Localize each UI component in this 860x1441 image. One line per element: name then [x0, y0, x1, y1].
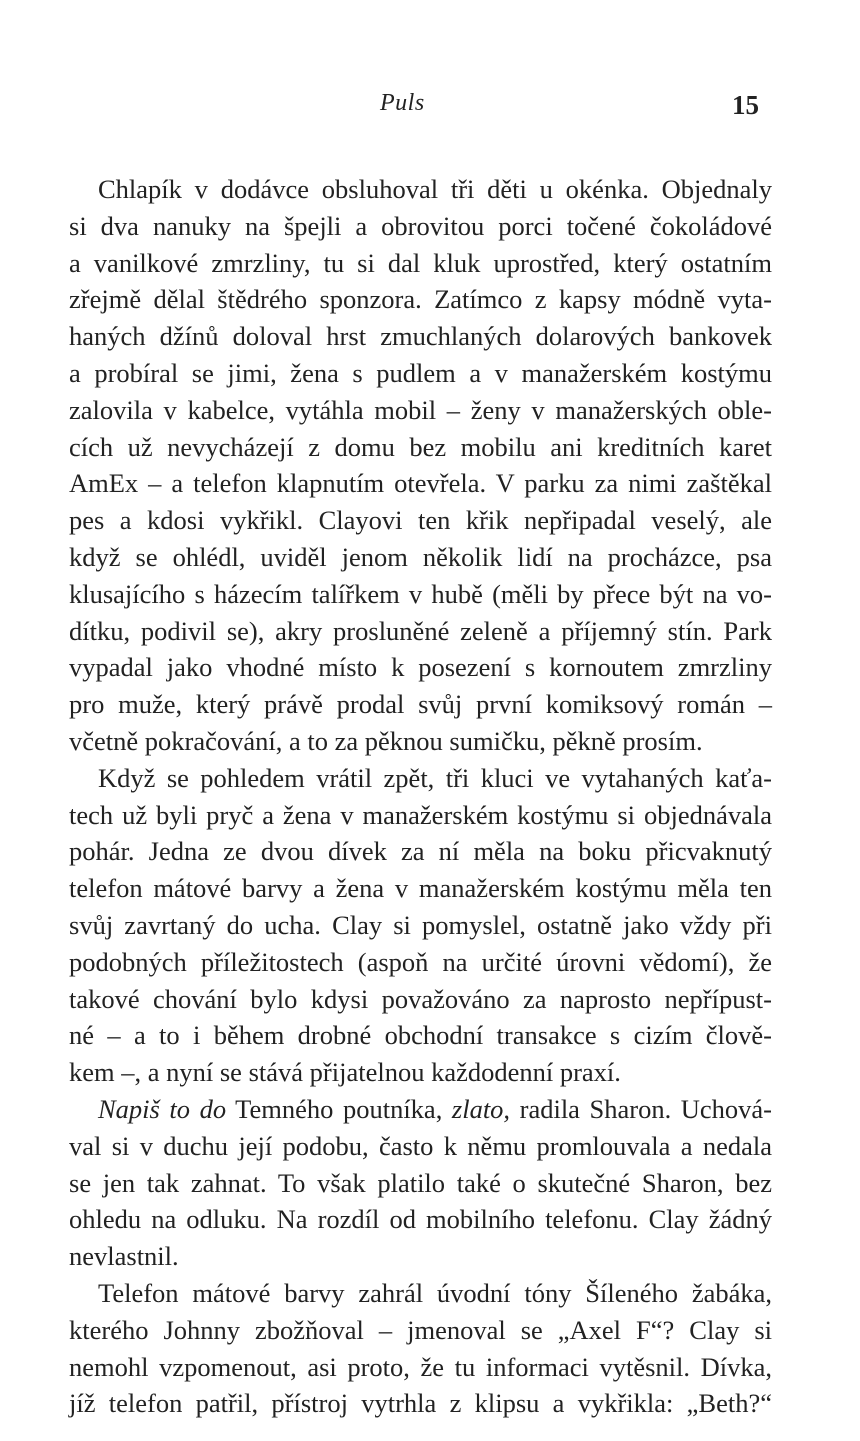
text-line: včetně pokračování, a to za pěknou sumičku, pěkně prosím.: [69, 725, 703, 756]
text-line: AmEx – a telefon klapnutím otevřela. V parku za nimi zaštěkal: [69, 468, 772, 499]
text-line: pro muže, který právě prodal svůj první komiksový román –: [69, 689, 772, 720]
text-line: zřejmě dělal štědrého sponzora. Zatímco z kapsy módně vyta-: [69, 284, 772, 315]
text-line: pes a kdosi vykřikl. Clayovi ten křik nepřipadal veselý, ale: [69, 505, 772, 536]
text-run: Temného poutníka,: [226, 1093, 452, 1124]
text-line: kterého Johnny zbožňoval – jmenoval se „Axel F“? Clay si: [69, 1314, 772, 1345]
text-line: jíž telefon patřil, přístroj vytrhla z klipsu a vykřikla: „Beth?“: [69, 1388, 772, 1419]
text-line: klusajícího s házecím talířkem v hubě (měli by přece být na vo-: [69, 578, 772, 609]
text-line: když se ohlédl, uviděl jenom několik lidí na procházce, psa: [69, 541, 772, 572]
text-line: dítku, podivil se), akry prosluněné zeleně a příjemný stín. Park: [69, 615, 772, 646]
body-text: [40, 171, 772, 1422]
text-line: svůj zavrtaný do ucha. Clay si pomyslel, ostatně jako vždy při: [69, 909, 772, 940]
paragraph-2: [40, 760, 772, 1091]
text-line: telefon mátové barvy a žena v manažerském kostýmu měla ten: [69, 873, 772, 904]
text-line: cích už nevycházejí z domu bez mobilu ani kreditních karet: [69, 431, 772, 462]
text-line: né – a to i během drobné obchodní transakce s cizím člově-: [69, 1020, 772, 1051]
text-line: takové chování bylo kdysi považováno za naprosto nepřípust-: [69, 983, 772, 1014]
page-number: 15: [732, 90, 759, 120]
text-line: a probíral se jimi, žena s pudlem a v manažerském kostýmu: [69, 357, 772, 388]
text-line: pohár. Jedna ze dvou dívek za ní měla na boku přicvaknutý: [69, 836, 772, 867]
text-line: haných džínů doloval hrst zmuchlaných dolarových bankovek: [69, 321, 772, 352]
text-line: se jen tak zahnat. To však platilo také o skutečné Sharon, bez: [69, 1167, 772, 1198]
text-line: nevlastnil.: [69, 1241, 179, 1272]
text-run: radila Sharon. Uchová-: [510, 1093, 773, 1124]
text-line: tech už byli pryč a žena v manažerském kostýmu si objednávala: [69, 799, 772, 830]
paragraph-1: [40, 171, 772, 760]
text-line: nemohl vzpomenout, asi proto, že tu informaci vytěsnil. Dívka,: [69, 1351, 772, 1382]
text-line: ohledu na odluku. Na rozdíl od mobilního telefonu. Clay žádný: [69, 1204, 772, 1235]
paragraph-4: [40, 1275, 772, 1422]
text-line: Telefon mátové barvy zahrál úvodní tóny Šíleného žabáka,: [98, 1277, 772, 1308]
text-line: [40, 1091, 772, 1128]
text-line: zalovila v kabelce, vytáhla mobil – ženy v manažerských oble-: [69, 394, 772, 425]
text-line: val si v duchu její podobu, často k němu promlouvala a nedala: [69, 1130, 772, 1161]
text-line: a vanilkové zmrzliny, tu si dal kluk uprostřed, který ostatním: [69, 247, 772, 278]
text-line: si dva nanuky na špejli a obrovitou porci točené čokoládové: [69, 210, 772, 241]
running-title: Puls: [380, 90, 425, 116]
text-line: kem –, a nyní se stává přijatelnou každodenní praxí.: [69, 1057, 621, 1088]
text-line: vypadal jako vhodné místo k posezení s kornoutem zmrzliny: [69, 652, 772, 683]
italic-phrase: Napiš to do: [98, 1093, 227, 1124]
text-line: podobných příležitostech (aspoň na určité úrovni vědomí), že: [69, 946, 772, 977]
italic-phrase: zlato,: [451, 1093, 511, 1124]
text-line: Když se pohledem vrátil zpět, tři kluci ve vytahaných kaťa-: [98, 762, 772, 793]
text-line: Chlapík v dodávce obsluhoval tři děti u okénka. Objednaly: [98, 174, 772, 204]
paragraph-3: [40, 1091, 772, 1275]
